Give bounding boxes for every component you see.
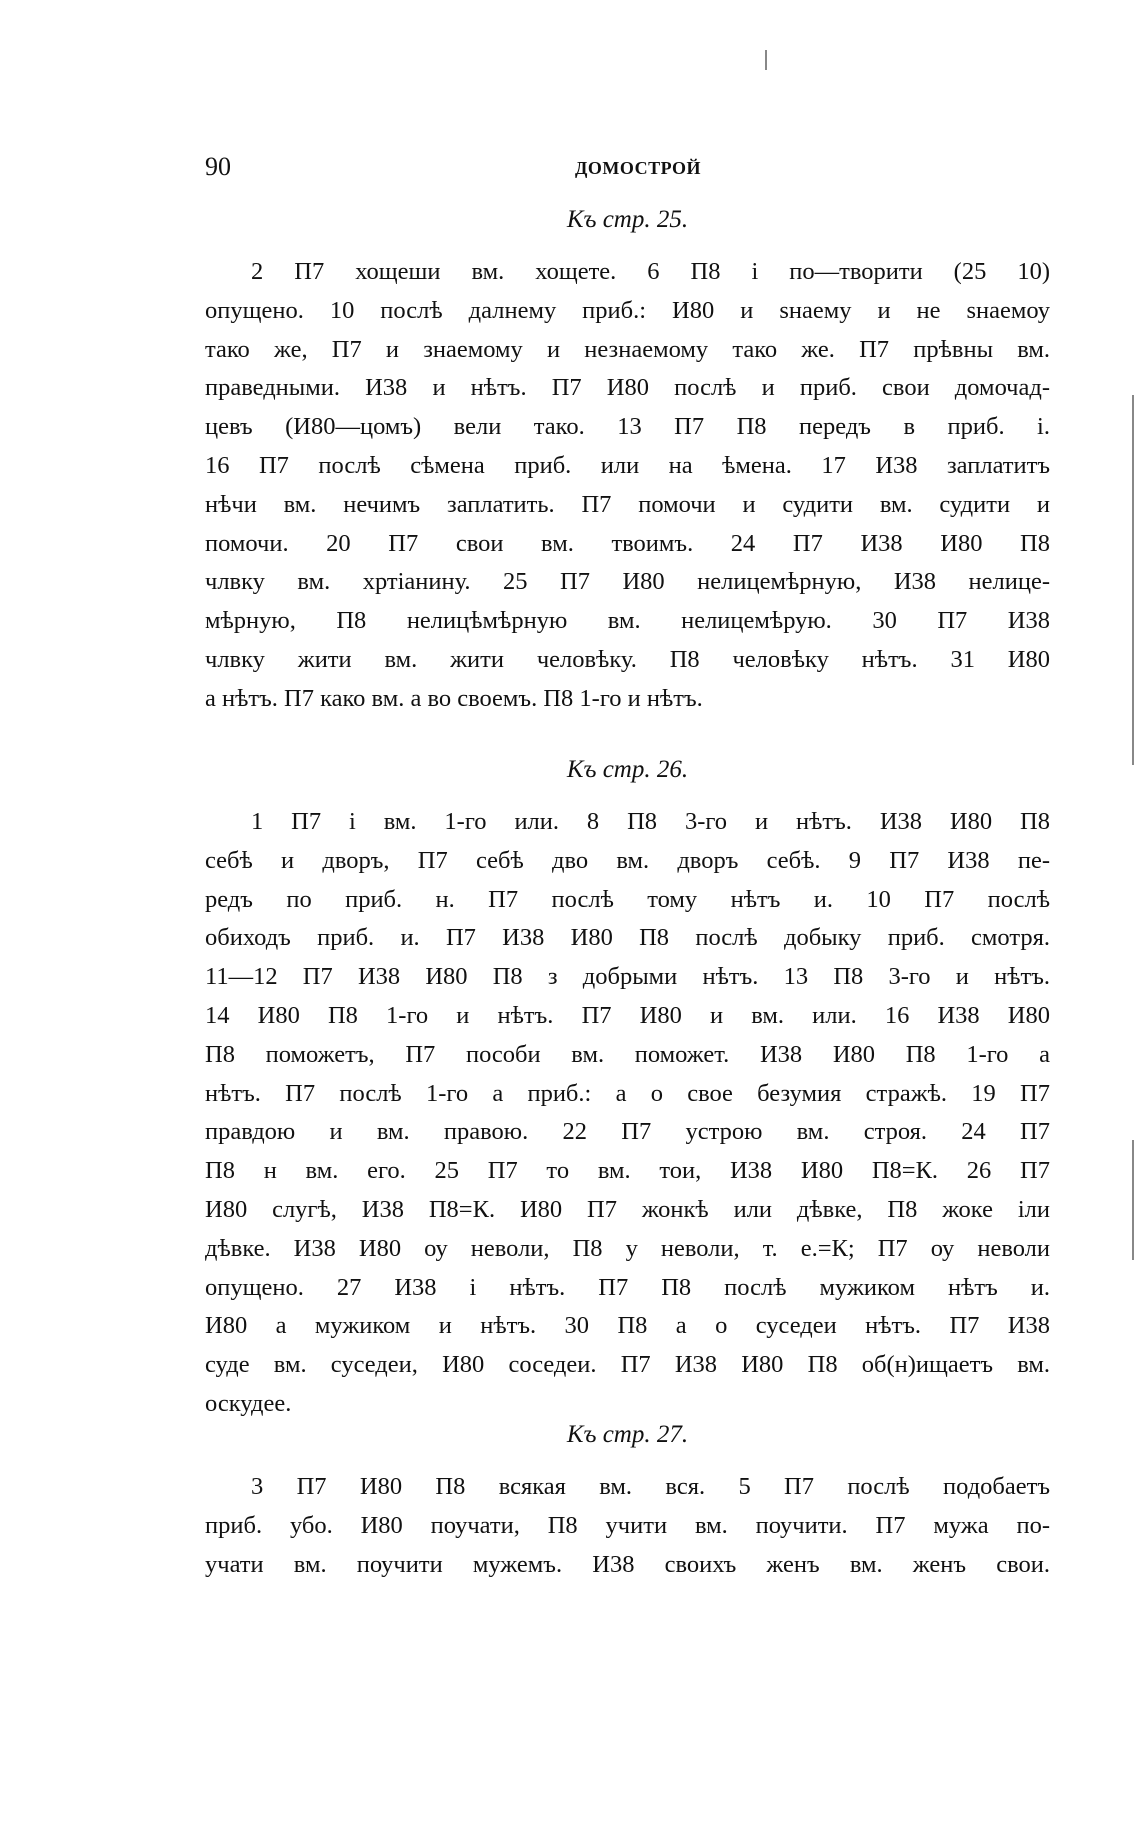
section-page-25 <box>205 205 1050 719</box>
text-line: тако же, П7 и знаемому и незнаемому тако же. П7 прѣвны вм. <box>205 335 1050 363</box>
text-line: члвку жити вм. жити человѣку. П8 человѣку нѣтъ. 31 И80 <box>205 645 1050 673</box>
scan-mark <box>1132 1140 1134 1260</box>
text-line: праведными. И38 и нѣтъ. П7 И80 послѣ и приб. свои домочад- <box>205 374 1050 402</box>
text-line: П8 поможетъ, П7 пособи вм. поможет. И38 И80 П8 1-го а <box>205 1040 1050 1068</box>
text-line: И80 а мужиком и нѣтъ. 30 П8 а о суседеи нѣтъ. П7 И38 <box>205 1312 1050 1340</box>
section-heading: Къ стр. 26. <box>566 756 689 783</box>
text-line: цевъ (И80—цомъ) вели тако. 13 П7 П8 передъ в приб. і. <box>205 413 1050 441</box>
running-title: ДОМОСТРОЙ <box>575 158 701 178</box>
text-line: 3 П7 И80 П8 всякая вм. вся. 5 П7 послѣ подобаетъ <box>251 1473 1050 1500</box>
text-line: оскудее. <box>205 1389 292 1417</box>
text-line: нѣтъ. П7 послѣ 1-го а приб.: а о свое безумия стражѣ. 19 П7 <box>205 1079 1050 1107</box>
text-line: редъ по приб. н. П7 послѣ тому нѣтъ и. 10 П7 послѣ <box>205 885 1050 913</box>
text-line: мѣрную, П8 нелицѣмѣрную вм. нелицемѣрую. 30 П7 И38 <box>205 607 1050 635</box>
text-line: 11—12 П7 И38 И80 П8 з добрыми нѣтъ. 13 П8 3-го и нѣтъ. <box>205 963 1050 991</box>
text-line: дѣвке. И38 И80 оу неволи, П8 у неволи, т. е.=К; П7 оу неволи <box>205 1234 1050 1262</box>
section-heading: Къ стр. 27. <box>566 1421 689 1448</box>
text-line: нѣчи вм. нечимъ заплатить. П7 помочи и судити вм. судити и <box>205 490 1050 518</box>
section-page-27 <box>205 1420 1050 1584</box>
text-line: П8 н вм. его. 25 П7 то вм. тои, И38 И80 П8=К. 26 П7 <box>205 1157 1050 1185</box>
page-header <box>205 152 1050 192</box>
text-line: учати вм. поучити мужемъ. И38 своихъ женъ вм. женъ свои. <box>205 1550 1050 1578</box>
text-line: 1 П7 і вм. 1-го или. 8 П8 3-го и нѣтъ. И38 И80 П8 <box>251 808 1050 835</box>
text-line: члвку вм. хртіанину. 25 П7 И80 нелицемѣрную, И38 нелице- <box>205 568 1050 596</box>
section-heading: Къ стр. 25. <box>566 206 689 233</box>
text-line: опущено. 27 И38 і нѣтъ. П7 П8 послѣ мужиком нѣтъ и. <box>205 1273 1050 1301</box>
scan-mark <box>765 50 767 70</box>
text-line: И80 слугѣ, И38 П8=К. И80 П7 жонкѣ или дѣвке, П8 жоке іли <box>205 1195 1050 1223</box>
text-line: опущено. 10 послѣ далнему приб.: И80 и ѕнаему и не ѕнаемоу <box>205 296 1050 324</box>
text-line: суде вм. суседеи, И80 соседеи. П7 И38 И80 П8 об(н)ищаетъ вм. <box>205 1351 1050 1379</box>
text-line: помочи. 20 П7 свои вм. твоимъ. 24 П7 И38 И80 П8 <box>205 529 1050 557</box>
text-line: приб. убо. И80 поучати, П8 учити вм. поучити. П7 мужа по- <box>205 1511 1050 1539</box>
scan-mark <box>1132 395 1134 765</box>
text-line: обиходъ приб. и. П7 И38 И80 П8 послѣ добыку приб. смотря. <box>205 924 1050 952</box>
page-number: 90 <box>205 152 231 181</box>
text-line: себѣ и дворъ, П7 себѣ дво вм. дворъ себѣ. 9 П7 И38 пе- <box>205 846 1050 874</box>
text-line: а нѣтъ. П7 како вм. а во своемъ. П8 1-го и нѣтъ. <box>205 684 703 712</box>
text-line: 16 П7 послѣ сѣмена приб. или на ѣмена. 17 И38 заплатитъ <box>205 451 1050 479</box>
section-page-26 <box>205 755 1050 1424</box>
text-line: 2 П7 хощеши вм. хощете. 6 П8 і по—творити (25 10) <box>251 258 1050 285</box>
text-line: 14 И80 П8 1-го и нѣтъ. П7 И80 и вм. или. 16 И38 И80 <box>205 1001 1050 1029</box>
text-line: правдою и вм. правою. 22 П7 устрою вм. строя. 24 П7 <box>205 1118 1050 1146</box>
